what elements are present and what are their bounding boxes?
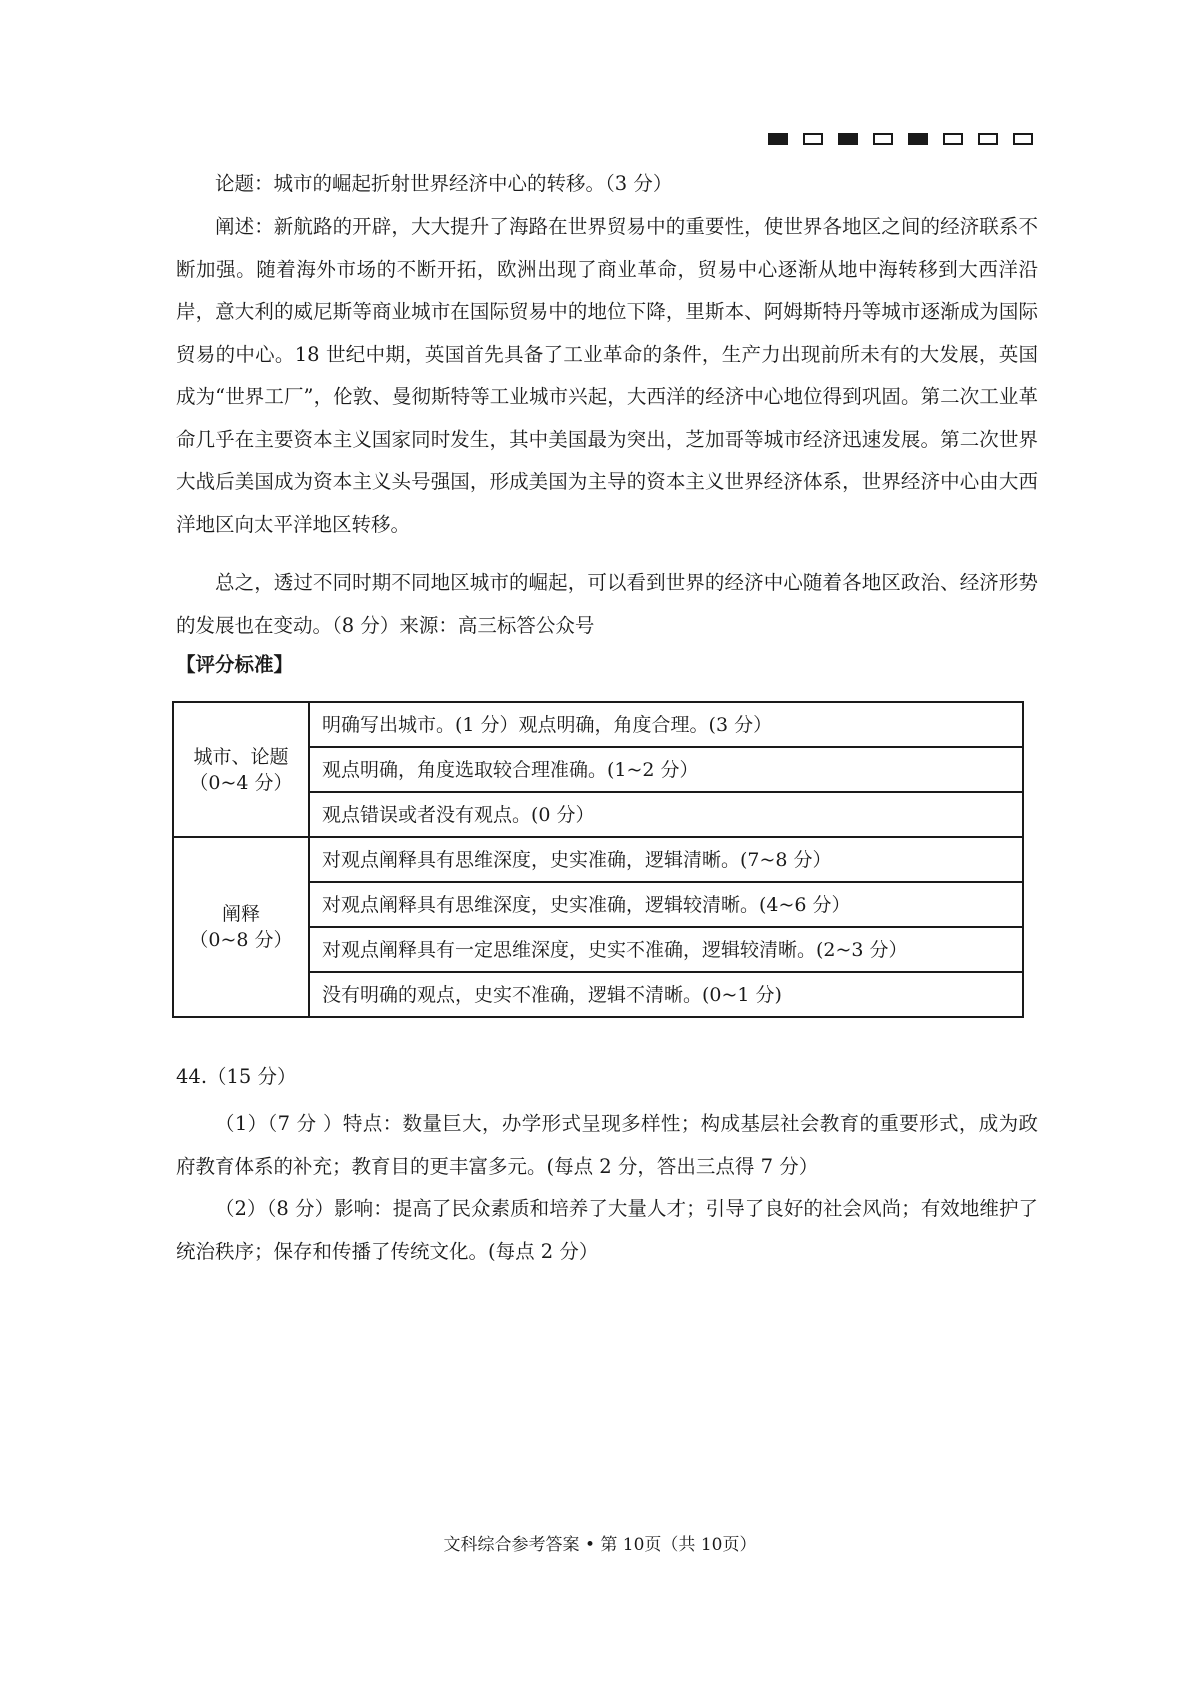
rubric-category-score: （0~8 分） (189, 929, 293, 951)
rubric-criterion: 对观点阐释具有一定思维深度，史实不准确，逻辑较清晰。(2~3 分） (309, 927, 1023, 972)
rubric-category-name: 城市、论题 (193, 745, 289, 768)
corner-mark (803, 133, 823, 145)
rubric-criterion: 明确写出城市。(1 分）观点明确，角度合理。(3 分） (309, 702, 1023, 747)
rubric-criterion: 对观点阐释具有思维深度，史实准确，逻辑清晰。(7~8 分） (309, 837, 1023, 882)
rubric-table (172, 701, 1024, 1018)
page-footer: 文科综合参考答案 • 第 10页（共 10页） (443, 1535, 757, 1555)
corner-mark (873, 133, 893, 145)
rubric-category-cell (173, 702, 309, 837)
rubric-category-cell (173, 837, 309, 1017)
rubric-criterion: 没有明确的观点，史实不准确，逻辑不清晰。(0~1 分) (309, 972, 1023, 1017)
summary-paragraph: 总之，透过不同时期不同地区城市的崛起，可以看到世界的经济中心随着各地区政治、经济形势的发展也在变动。（8 分）来源：高三标答公众号 (176, 571, 1038, 637)
table-row (173, 837, 1023, 882)
rubric-criterion: 观点明确，角度选取较合理准确。(1~2 分） (309, 747, 1023, 792)
corner-mark (768, 133, 788, 145)
corner-mark (1013, 133, 1033, 145)
rubric-category-name: 阐释 (221, 903, 260, 925)
corner-mark (943, 133, 963, 145)
corner-mark (978, 133, 998, 145)
corner-marks (768, 133, 1048, 150)
rubric-criterion: 对观点阐释具有思维深度，史实准确，逻辑较清晰。(4~6 分） (309, 882, 1023, 927)
elaboration-paragraph: 阐述：新航路的开辟，大大提升了海路在世界贸易中的重要性，使世界各地区之间的经济联系不断加强。随着海外市场的不断开拓，欧洲出现了商业革命，贸易中心逐渐从地中海转移到大西洋沿岸，意大利的威尼斯等商业城市在国际贸易中的地位下降，里斯本、阿姆斯特丹等城市逐渐成为国际贸易的中心。18 世纪中期，英国首先具备了工业革命的条件，生产力出现前所未有的大发展，英国成为“世界工厂”，伦敦、曼彻斯特等工业城市兴起，大西洋的经济中心地位得到巩固。第二次工业革命几乎在主要资本主义国家同时发生，其中美国最为突出，芝加哥等城市经济迅速发展。第二次世界大战后美国成为资本主义头号强国，形成美国为主导的资本主义世界经济体系，世界经济中心由大西洋地区向太平洋地区转移。 (176, 215, 1038, 536)
question-44-part-1: （1）（7 分 ）特点：数量巨大，办学形式呈现多样性；构成基层社会教育的重要形式，成为政府教育体系的补充；教育目的更丰富多元。(每点 2 分，答出三点得 7 分） (176, 1112, 1038, 1178)
rubric-heading: 【评分标准】 (176, 653, 294, 676)
corner-mark (838, 133, 858, 145)
rubric-criterion: 观点错误或者没有观点。(0 分） (309, 792, 1023, 837)
corner-mark (908, 133, 928, 145)
question-44-part-2: （2）（8 分）影响：提高了民众素质和培养了大量人才；引导了良好的社会风尚；有效地维护了统治秩序；保存和传播了传统文化。(每点 2 分） (176, 1197, 1038, 1263)
table-row (173, 702, 1023, 747)
question-44-title: 44.（15 分） (176, 1065, 297, 1088)
rubric-category-score: （0~4 分） (189, 771, 293, 794)
thesis-paragraph: 论题：城市的崛起折射世界经济中心的转移。（3 分） (215, 172, 673, 195)
